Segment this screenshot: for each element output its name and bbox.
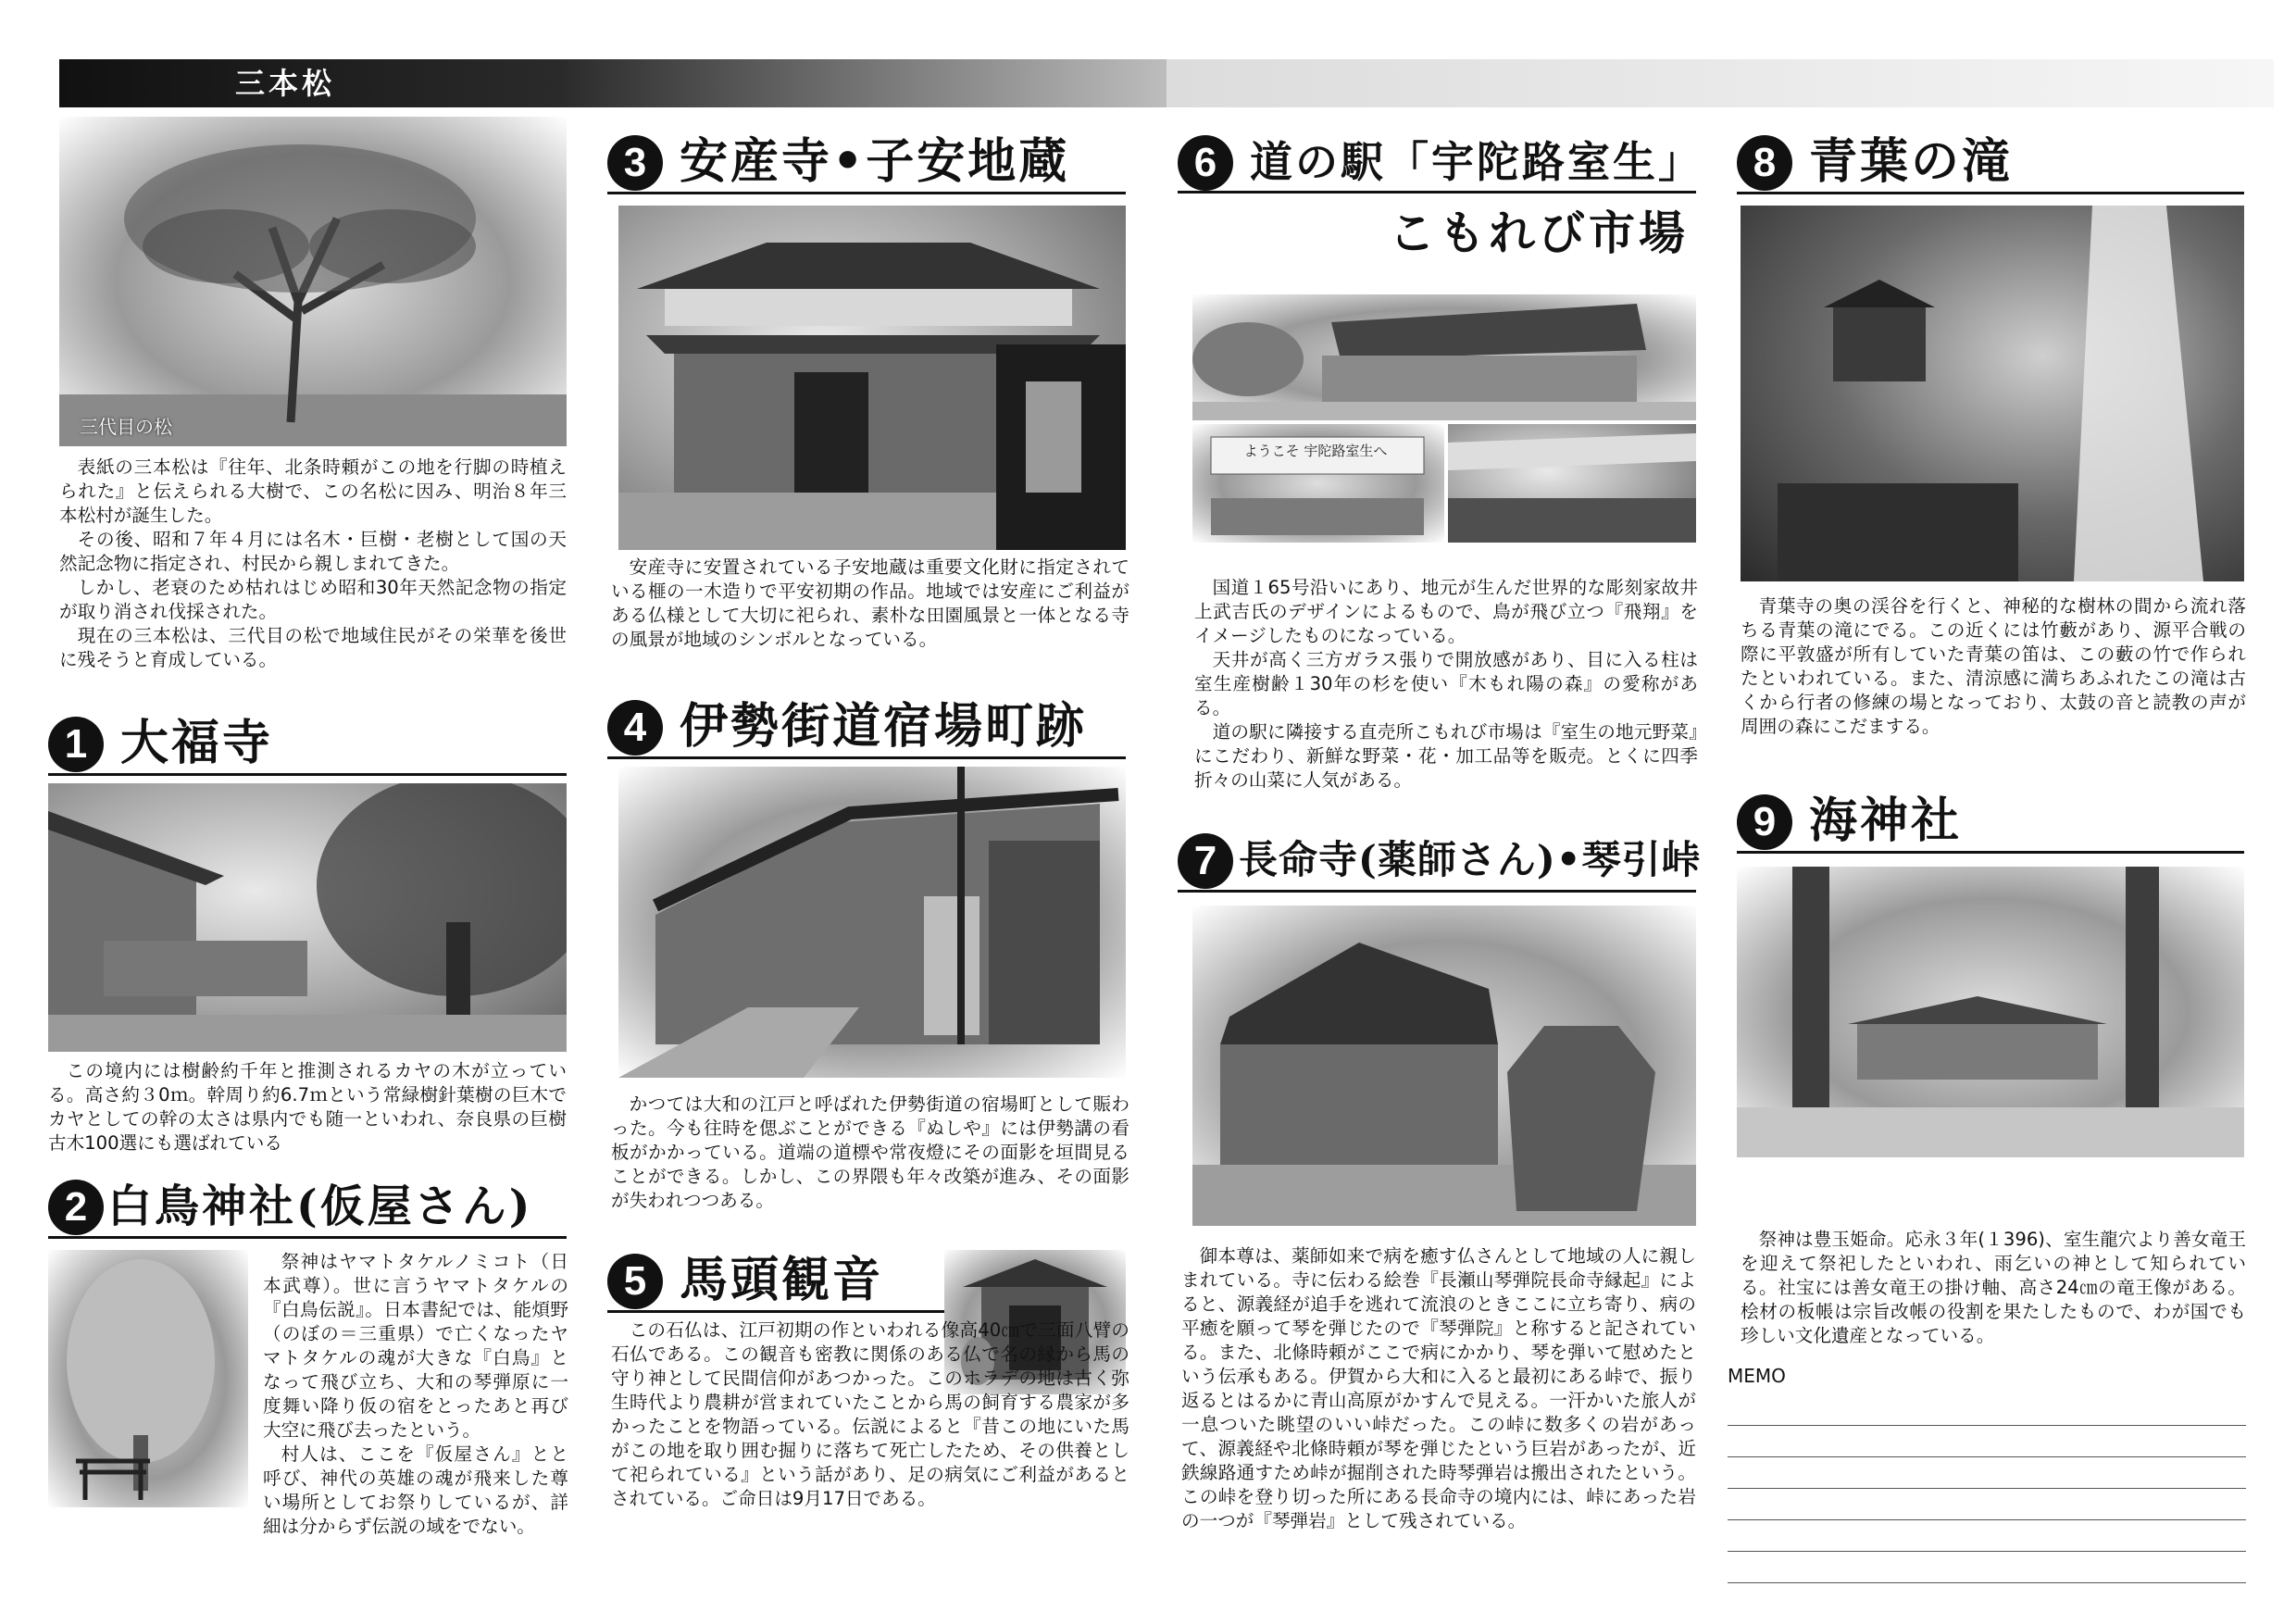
temple-illustration <box>48 783 567 1052</box>
spot-5-heading <box>607 1248 950 1313</box>
memo-line[interactable] <box>1728 1489 2246 1520</box>
spot-title: 白鳥神社(仮屋さん) <box>107 1181 533 1232</box>
title-band-right <box>1167 59 2274 107</box>
shiratori-shrine-photo <box>48 1250 248 1507</box>
spot-title: 伊勢街道宿場町跡 <box>680 698 1088 755</box>
spot-number-badge: 6 <box>1178 135 1233 191</box>
memo-label: MEMO <box>1728 1365 1786 1387</box>
photo-caption: 三代目の松 <box>80 416 172 438</box>
paragraph: その後、昭和７年４月には名木・巨樹・老樹として国の天然記念物に指定され、村民から親しまれてきた。 <box>59 529 567 574</box>
memo-line[interactable] <box>1728 1457 2246 1489</box>
spot-number-badge: 8 <box>1737 135 1792 191</box>
michinoeki-exterior-photo <box>1192 294 1696 420</box>
spot-title: 青葉の滝 <box>1809 133 2014 190</box>
watatsumi-shrine-photo <box>1737 867 2244 1157</box>
title-band <box>59 59 1167 107</box>
paragraph: 祭神はヤマトタケルノミコト（日本武尊）。世に言うヤマトタケルの『白鳥伝説』。日本書紀では、能煩野（のぼの＝三重県）で亡くなったヤマトタケルの魂が大きな『白鳥』となって飛び立ち、大和の琴弾原に一度舞い降り仮の宿をとったあと再び大空に飛び去ったという。 <box>263 1251 568 1441</box>
paragraph: かつては大和の江戸と呼ばれた伊勢街道の宿場町として賑わった。今も往時を偲ぶことができる『ぬしや』には伊勢講の看板がかかっている。道端の道標や常夜燈にその面影を垣間見ることができる。しかし、この界隈も年々改築が進み、その面影が失われつつある。 <box>611 1093 1129 1211</box>
paragraph: しかし、老衰のため枯れはじめ昭和30年天然記念物の指定が取り消され伐採された。 <box>59 577 567 622</box>
michinoeki-interior-photo <box>1192 424 1444 543</box>
spot-6-description <box>1194 576 1698 793</box>
paragraph: 天井が高く三方ガラス張りで開放感があり、目に入る柱は室生産樹齢１30年の杉を使い『木もれ陽の森』の愛称がある。 <box>1194 649 1698 718</box>
spot-title: 長命寺(薬師さん)•琴引峠 <box>1239 837 1702 882</box>
spot-4-description <box>611 1093 1129 1213</box>
pine-tree-illustration <box>59 117 567 446</box>
spot-2-heading <box>48 1174 567 1239</box>
paragraph: 表紙の三本松は『往年、北条時頼がこの地を行脚の時植えられた』と伝えられる大樹で、この名松に因み、明治８年三本松村が誕生した。 <box>59 456 567 526</box>
spot-8-description <box>1741 594 2246 739</box>
temple-hall-illustration <box>618 206 1126 550</box>
paragraph: この石仏は、江戸初期の作といわれる像高40㎝で三面八臂の石仏である。この観音も密教に関係のある仏で名の縁から馬の守り神として民間信仰があつかった。このホラデの地は古く弥生時代より農耕が営まれていたことから馬の飼育する農家が多かったことを物語っている。伝説によると『昔この地にいた馬がこの地を取り囲む掘りに落ちて死亡したため、その供養として祀られている』という話があり、足の病気にご利益があるとされている。ご命日は9月17日である。 <box>611 1319 1129 1509</box>
spot-6-heading <box>1178 130 1703 194</box>
shrine-grounds-illustration <box>1737 867 2244 1157</box>
spot-1-heading <box>48 711 567 776</box>
paragraph: 現在の三本松は、三代目の松で地域住民がその栄華を後世に残そうと育成している。 <box>59 625 567 670</box>
spot-number-badge: 1 <box>48 717 104 772</box>
spot-3-heading <box>607 130 1126 194</box>
sanbonmatsu-photo <box>59 117 567 446</box>
paragraph: この境内には樹齢約千年と推測されるカヤの木が立っている。高さ約３0ｍ。幹周り約6.7ｍという常緑樹針葉樹の巨木でカヤとしての幹の太さは県内でも随一といわれ、奈良県の巨樹古木100選にも選ばれている <box>48 1060 567 1154</box>
sanbonmatsu-description <box>59 456 567 672</box>
memo-line[interactable] <box>1728 1426 2246 1457</box>
paragraph: 祭神は豊玉姫命。応永３年(１396)、室生龍穴より善女竜王を迎えて祭祀したといわれ、雨乞いの神として知られている。社宝には善女竜王の掛け軸、高さ24㎝の竜王像がある。桧材の板帳は宗旨改帳の役割を果たしたもので、わが国でも珍しい文化遺産となっている。 <box>1741 1229 2246 1346</box>
paragraph: 青葉寺の奥の渓谷を行くと、神秘的な樹林の間から流れ落ちる青葉の滝にでる。この近くには竹藪があり、源平合戦の際に平敦盛が所有していた青葉の笛は、この藪の竹で作られたといわれている。また、清涼感に満ちあふれたこの滝は古くから行者の修練の場となっており、太鼓の音と読教の声が周囲の森にこだまする。 <box>1741 595 2246 737</box>
temple-and-stone-illustration <box>1192 906 1696 1226</box>
covered-walkway-illustration <box>1448 424 1696 543</box>
spot-9-heading <box>1737 789 2244 854</box>
spot-7-heading <box>1178 828 1702 893</box>
spot-title: 安産寺•子安地蔵 <box>680 133 1070 190</box>
spot-title: 道の駅「宇陀路室生」 <box>1250 137 1703 187</box>
spot-9-description <box>1741 1228 2246 1348</box>
daifukuji-photo <box>48 783 567 1052</box>
spot-number-badge: 4 <box>607 700 663 756</box>
memo-area[interactable] <box>1728 1365 2246 1583</box>
ansanji-photo <box>618 206 1126 550</box>
paragraph: 道の駅に隣接する直売所こもれび市場は『室生の地元野菜』にこだわり、新鮮な野菜・花・加工品等を販売。とくに四季折々の山菜に人気がある。 <box>1194 721 1698 791</box>
spot-7-description <box>1181 1244 1696 1533</box>
memo-line[interactable] <box>1728 1520 2246 1552</box>
waterfall-illustration <box>1741 206 2244 581</box>
spot-number-badge: 7 <box>1178 833 1233 889</box>
paragraph: 国道１65号沿いにあり、地元が生んだ世界的な彫刻家故井上武吉氏のデザインによるもので、鳥が飛び立つ『飛翔』をイメージしたものになっている。 <box>1194 577 1698 646</box>
spot-number-badge: 3 <box>607 135 663 191</box>
aoba-waterfall-photo <box>1741 206 2244 581</box>
spot-2-description <box>263 1250 568 1539</box>
spot-1-description <box>48 1059 567 1156</box>
chomeiji-photo <box>1192 906 1696 1226</box>
ginkgo-tree-illustration <box>48 1250 248 1507</box>
spot-number-badge: 9 <box>1737 794 1792 850</box>
heading-rule <box>1178 191 1696 194</box>
spot-number-badge: 2 <box>48 1180 104 1235</box>
welcome-sign-text: ようこそ 宇陀路室生へ <box>1243 443 1388 459</box>
memo-line[interactable] <box>1728 1394 2246 1426</box>
spot-title: 大福寺 <box>120 715 274 771</box>
paragraph: 安産寺に安置されている子安地蔵は重要文化財に指定されている榧の一木造りで平安初期の作品。地域では安産にご利益がある仏様として大切に祀られ、素朴な田園風景と一体となる寺の風景が地域のシンボルとなっている。 <box>611 556 1129 650</box>
page-title: 三本松 <box>235 66 336 101</box>
ise-kaido-photo <box>618 767 1126 1078</box>
memo-line[interactable] <box>1728 1552 2246 1583</box>
roadside-station-illustration <box>1192 294 1696 420</box>
spot-title: 馬頭観音 <box>680 1252 884 1308</box>
old-town-street-illustration <box>618 767 1126 1078</box>
paragraph: 御本尊は、薬師如来で病を癒す仏さんとして地域の人に親しまれている。寺に伝わる絵巻『長瀬山琴弾院長命寺縁起』によると、源義経が追手を逃れて流浪のときここに立ち寄り、病の平癒を願って琴を弾じたので『琴弾院』と称すると記されている。また、北條時頼がここで病にかかり、琴を弾いて慰めたという伝承もある。伊賀から大和に入ると最初にある峠で、振り返るとはるかに青山高原がかすんで見える。一汗かいた旅人が一息ついた眺望のいい峠だった。この峠に数多くの岩があって、源義経や北條時頼が琴を弾じたという巨岩があったが、近鉄線路通すため峠が掘削された時琴弾岩は搬出されたという。この峠を登り切った所にある長命寺の境内には、峠にあった岩の一つが『琴弾岩』として残されている。 <box>1181 1245 1696 1531</box>
paragraph: 村人は、ここを『仮屋さん』とと呼び、神代の英雄の魂が飛来した尊い場所としてお祭りしているが、詳細は分からず伝説の域をでない。 <box>263 1443 568 1537</box>
spot-title: 海神社 <box>1809 793 1963 849</box>
spot-6-subtitle: こもれび市場 <box>1389 206 1689 260</box>
spot-4-heading <box>607 694 1126 759</box>
spot-number-badge: 5 <box>607 1254 663 1309</box>
michinoeki-walkway-photo <box>1448 424 1696 543</box>
spot-5-description <box>611 1318 1129 1511</box>
spot-8-heading <box>1737 130 2244 194</box>
spot-3-description <box>611 556 1129 652</box>
